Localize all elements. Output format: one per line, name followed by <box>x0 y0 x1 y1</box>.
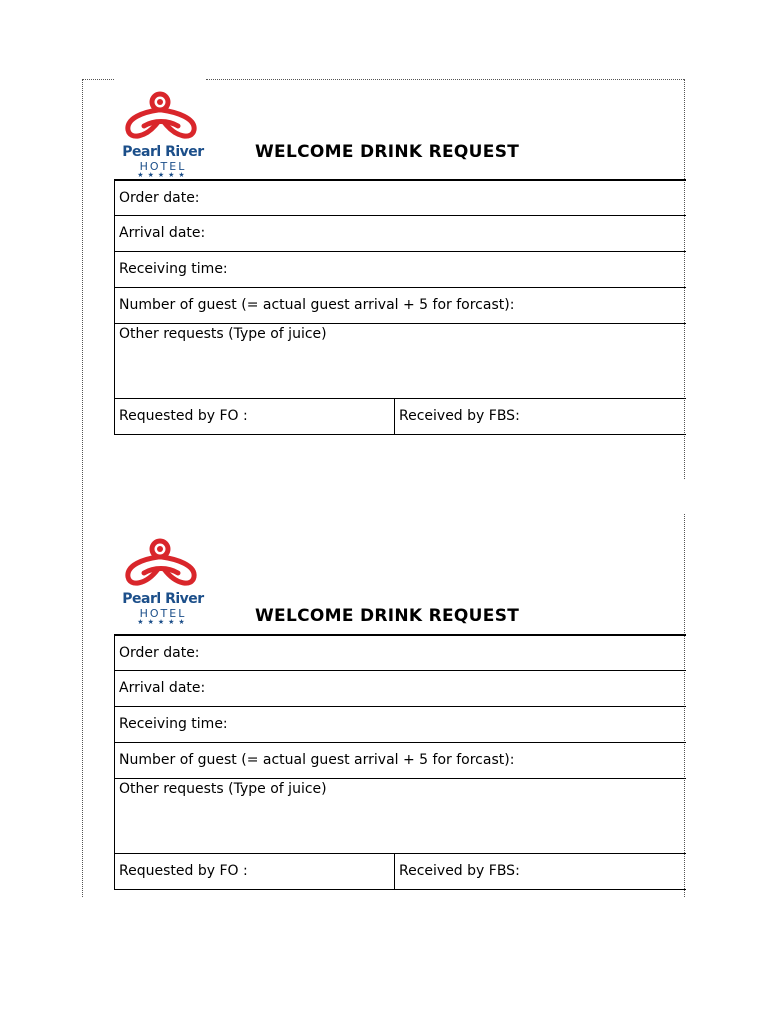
form-bottom-rule <box>114 889 686 890</box>
received-by-label: Received by FBS: <box>399 863 520 879</box>
arrival-date-label: Arrival date: <box>119 680 206 696</box>
logo-brand-subtitle: HOTEL <box>139 607 187 620</box>
receiving-time-label: Receiving time: <box>119 716 228 732</box>
logo-brand-subtitle: HOTEL <box>139 160 187 173</box>
logo-emblem-icon <box>114 537 212 591</box>
requested-by-label: Requested by FO : <box>119 863 248 879</box>
logo-brand-name: Pearl River <box>122 144 204 160</box>
signature-row <box>114 398 686 434</box>
form-title: WELCOME DRINK REQUEST <box>255 606 520 626</box>
page-guide-top-left <box>82 79 114 80</box>
hotel-logo <box>114 537 212 629</box>
received-by-label: Received by FBS: <box>399 408 520 424</box>
other-requests-label: Other requests (Type of juice) <box>119 781 327 797</box>
requested-by-label: Requested by FO : <box>119 408 248 424</box>
order-date-row[interactable] <box>114 634 686 670</box>
other-requests-label: Other requests (Type of juice) <box>119 326 327 342</box>
order-date-label: Order date: <box>119 190 200 206</box>
number-of-guest-row[interactable] <box>114 742 686 778</box>
arrival-date-row[interactable] <box>114 215 686 251</box>
form-table <box>114 634 686 890</box>
receiving-time-row[interactable] <box>114 251 686 287</box>
other-requests-row[interactable] <box>114 323 686 398</box>
requested-by-cell[interactable] <box>115 399 395 434</box>
arrival-date-row[interactable] <box>114 670 686 706</box>
receiving-time-label: Receiving time: <box>119 261 228 277</box>
page-guide-top-right <box>206 79 684 80</box>
arrival-date-label: Arrival date: <box>119 225 206 241</box>
order-date-label: Order date: <box>119 645 200 661</box>
form-title: WELCOME DRINK REQUEST <box>255 142 520 162</box>
form-table <box>114 179 686 435</box>
received-by-cell[interactable] <box>395 399 686 434</box>
form-bottom-rule <box>114 434 686 435</box>
other-requests-row[interactable] <box>114 778 686 853</box>
number-of-guest-label: Number of guest (= actual guest arrival + 5 for forcast): <box>119 297 515 313</box>
number-of-guest-row[interactable] <box>114 287 686 323</box>
logo-brand-name: Pearl River <box>122 591 204 607</box>
logo-stars: ★★★★★ <box>137 171 189 179</box>
hotel-logo <box>114 90 212 182</box>
logo-emblem-icon <box>114 90 212 144</box>
receiving-time-row[interactable] <box>114 706 686 742</box>
logo-stars: ★★★★★ <box>137 618 189 626</box>
received-by-cell[interactable] <box>395 854 686 889</box>
page-guide-left <box>82 79 83 897</box>
signature-row <box>114 853 686 889</box>
number-of-guest-label: Number of guest (= actual guest arrival + 5 for forcast): <box>119 752 515 768</box>
requested-by-cell[interactable] <box>115 854 395 889</box>
order-date-row[interactable] <box>114 179 686 215</box>
